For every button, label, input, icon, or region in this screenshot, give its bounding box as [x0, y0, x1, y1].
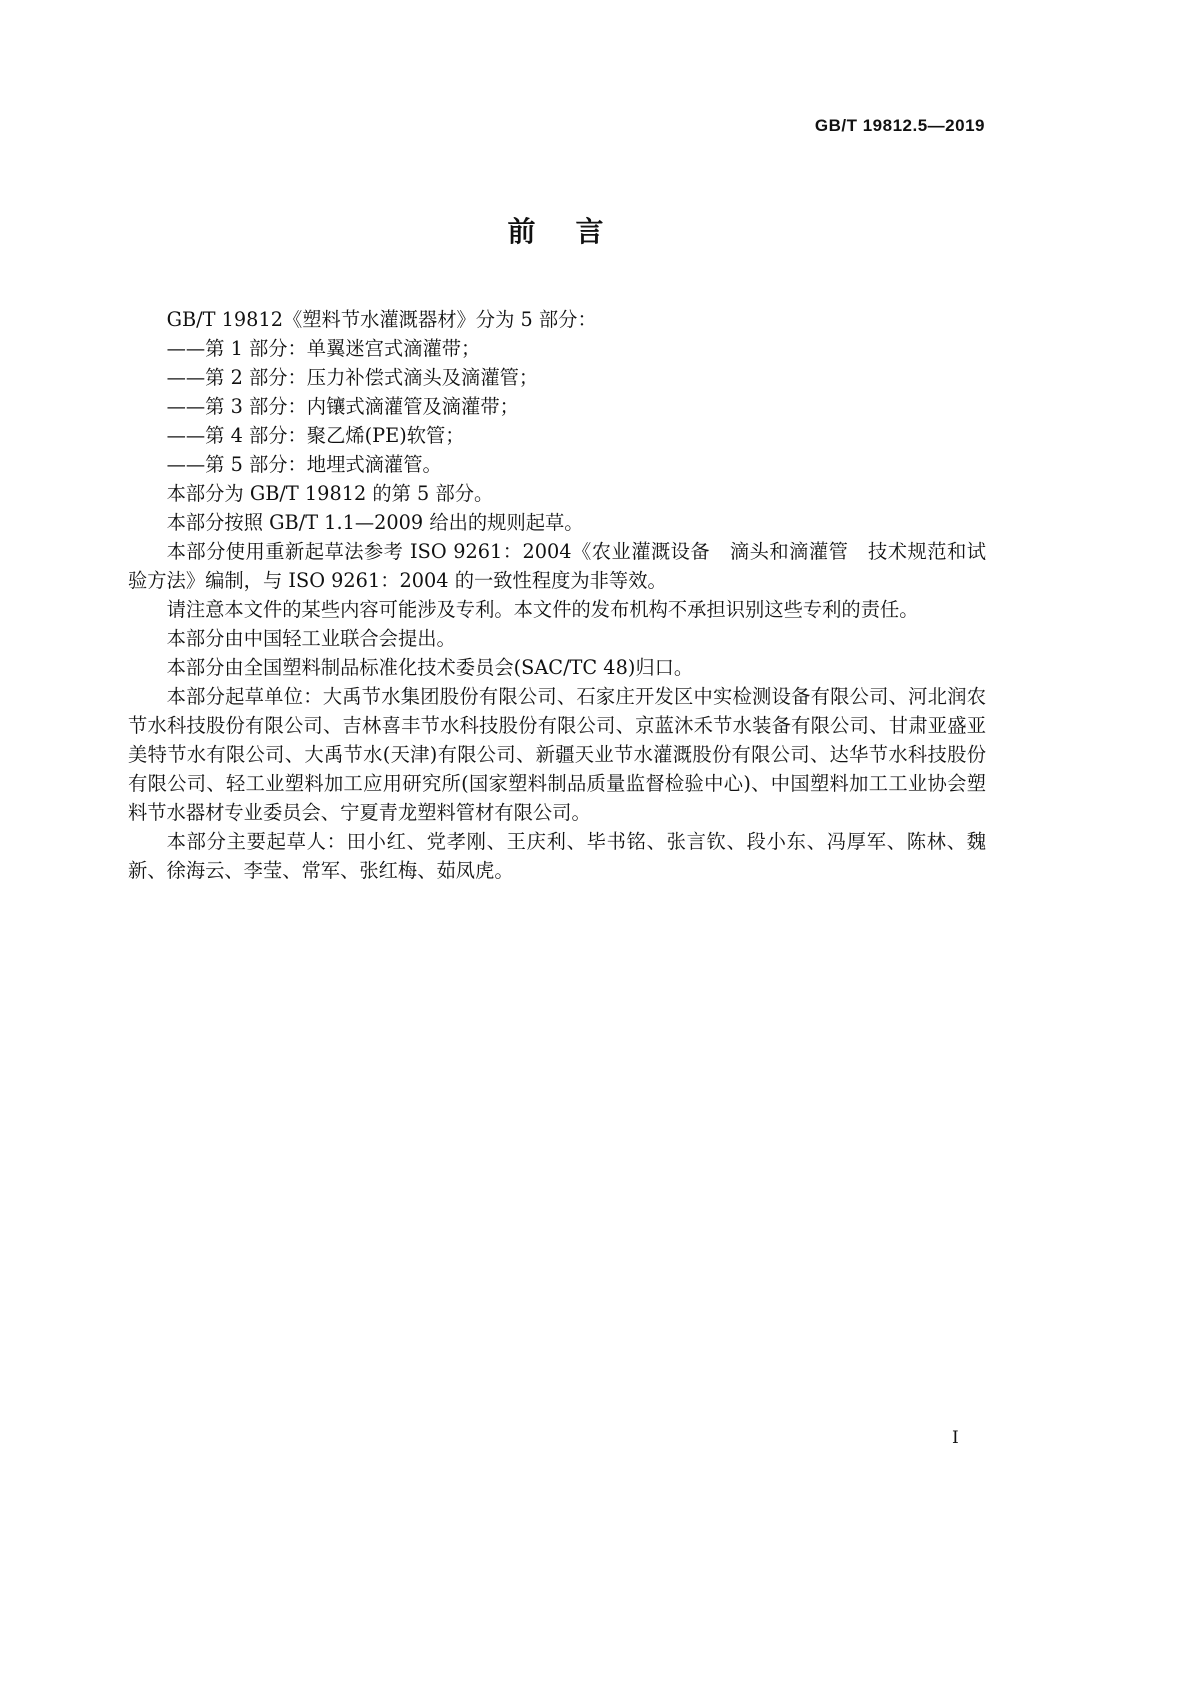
- list-item-part-5: ——第 5 部分：地埋式滴灌管。: [166, 453, 442, 476]
- list-item-part-4: ——第 4 部分：聚乙烯(PE)软管；: [166, 424, 465, 447]
- paragraph-part-statement: 本部分为 GB/T 19812 的第 5 部分。: [166, 482, 494, 505]
- paragraph-proposer: 本部分由中国轻工业联合会提出。: [166, 627, 456, 650]
- paragraph-drafters: 本部分主要起草人：田小红、党孝刚、王庆利、毕书铭、张言钦、段小东、冯厚军、陈林、魏新、徐海云、李莹、常军、张红梅、茹凤虎。: [128, 830, 986, 882]
- paragraph-drafting-units: 本部分起草单位：大禹节水集团股份有限公司、石家庄开发区中实检测设备有限公司、河北润农节水科技股份有限公司、吉林喜丰节水科技股份有限公司、京蓝沐禾节水装备有限公司、甘肃亚盛亚美特节水有限公司、大禹节水(天津)有限公司、新疆天业节水灌溉股份有限公司、达华节水科技股份有限公司、轻工业塑料加工应用研究所(国家塑料制品质量监督检验中心)、中国塑料加工工业协会塑料节水器材专业委员会、宁夏青龙塑料管材有限公司。: [128, 685, 986, 824]
- paragraph-iso-reference: 本部分使用重新起草法参考 ISO 9261：2004《农业灌溉设备 滴头和滴灌管 技术规范和试验方法》编制，与 ISO 9261：2004 的一致性程度为非等效。: [128, 540, 986, 592]
- paragraph-committee: 本部分由全国塑料制品标准化技术委员会(SAC/TC 48)归口。: [166, 656, 694, 679]
- page-number: I: [952, 1428, 959, 1448]
- page-title: 前言: [507, 215, 644, 248]
- paragraph-drafting-rules: 本部分按照 GB/T 1.1—2009 给出的规则起草。: [166, 511, 584, 534]
- document-body: [128, 305, 986, 885]
- paragraph-intro: GB/T 19812《塑料节水灌溉器材》分为 5 部分：: [166, 308, 597, 331]
- standard-code-header: GB/T 19812.5—2019: [814, 116, 985, 135]
- list-item-part-2: ——第 2 部分：压力补偿式滴头及滴灌管；: [166, 366, 539, 389]
- list-item-part-3: ——第 3 部分：内镶式滴灌管及滴灌带；: [166, 395, 519, 418]
- list-item-part-1: ——第 1 部分：单翼迷宫式滴灌带；: [166, 337, 481, 360]
- paragraph-patent-notice: 请注意本文件的某些内容可能涉及专利。本文件的发布机构不承担识别这些专利的责任。: [166, 598, 919, 621]
